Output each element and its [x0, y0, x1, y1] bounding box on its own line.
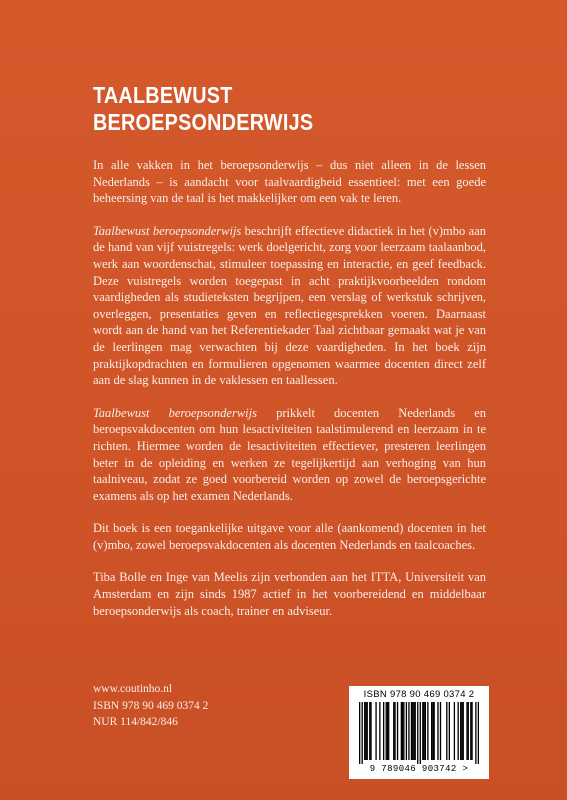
barcode-isbn-label: ISBN 978 90 469 0374 2: [363, 689, 475, 700]
blurb-text: [93, 157, 486, 635]
barcode-bar: [411, 702, 412, 760]
barcode-bar: [460, 702, 461, 760]
barcode-bar: [359, 702, 360, 764]
barcode-bar: [434, 702, 435, 760]
barcode-bar: [463, 702, 464, 760]
paragraph-goal-text: prikkelt docenten Nederlands en beroepsvakdocenten om hun lesactiviteiten taalstimulerend en leerzaam in te richten. Hiermee worden de lesactiviteiten effectiever, presteren leerlingen beter in de opleiding en werken ze tegelijkertijd aan verhoging van hun taalniveau, zodat ze goed voorbereid worden op zowel de beroepsgerichte examens als op het examen Nederlands.: [93, 405, 487, 503]
barcode-bar: [367, 702, 368, 760]
book-title: [93, 82, 385, 136]
barcode-bar: [427, 702, 428, 760]
barcode-bar: [468, 702, 469, 760]
barcode-bar: [408, 702, 409, 760]
publisher-website: www.coutinho.nl: [93, 683, 173, 695]
title-line-1: TAALBEWUST: [93, 82, 233, 108]
barcode-bar: [364, 702, 365, 760]
barcode-bar: [402, 702, 403, 760]
barcode-bar: [478, 702, 479, 764]
barcode-bar: [446, 702, 447, 760]
barcode-bar: [379, 702, 380, 760]
barcode-bar: [417, 702, 418, 764]
barcode-bar: [383, 702, 384, 760]
barcode-bar: [431, 702, 432, 760]
barcode-bar: [388, 702, 389, 760]
barcode-bar: [415, 702, 416, 760]
title-line-2: BEROEPSONDERWIJS: [93, 109, 314, 135]
paragraph-didactics: [93, 223, 486, 389]
barcode-bar: [362, 702, 363, 764]
paragraph-authors: Tiba Bolle en Inge van Meelis zijn verbonden aan het ITTA, Universiteit van Amsterdam en zijn sinds 1987 actief in het voorbereidend en middelbaar beroepsonderwijs als coach, trainer en adviseur.: [93, 570, 486, 618]
barcode-bar: [394, 702, 395, 760]
paragraph-didactics-text: beschrijft effectieve didactiek in het (v)mbo aan de hand van vijf vuistregels: werk doelgericht, zorg voor leerzaam taalaanbod, werk aan woordenschat, stimuleer toepassing en interactie, en geef feedback. Deze vuistregels worden toegepast in acht praktijkvoorbeelden rondom vaardigheden als studieteksten begrijpen, een verslag of werkstuk schrijven, overleggen, presentaties geven en reflectiegesprekken voeren. Daarnaast wordt aan de hand van het Referentiekader Taal zichtbaar gemaakt wat je van de leerlingen mag verwachten bij deze vaardigheden. In het boek zijn praktijkopdrachten en formulieren opgenomen waarmee docenten direct zelf aan de slag kunnen in de vaklessen en taallessen.: [93, 223, 486, 388]
barcode-panel: [349, 686, 489, 779]
barcode-bar: [375, 702, 376, 760]
barcode-bar: [440, 702, 441, 760]
barcode-bar: [397, 702, 398, 760]
barcode-bar: [470, 702, 471, 760]
barcode-bar: [387, 702, 388, 760]
barcode-bar: [432, 702, 433, 760]
barcode-bar: [471, 702, 472, 760]
book-title-italic: Taalbewust beroepsonderwijs: [93, 405, 257, 420]
barcode-bar: [413, 702, 414, 760]
barcode-bar: [466, 702, 467, 760]
barcode-bar: [422, 702, 423, 760]
barcode-bar: [365, 702, 366, 760]
isbn-text: ISBN 978 90 469 0374 2: [93, 699, 209, 712]
barcode-bar: [458, 702, 459, 760]
barcode-bar: [393, 702, 394, 760]
barcode-bar: [386, 702, 387, 760]
barcode-bar: [420, 702, 421, 764]
barcode-bar: [403, 702, 404, 760]
barcode-icon: [359, 702, 479, 764]
barcode-bar: [423, 702, 424, 760]
barcode-bar: [461, 702, 462, 760]
paragraph-intro: In alle vakken in het beroepsonderwijs – dus niet alleen in de lessen Nederlands – is aandacht voor taalvaardigheid essentieel: met een goede beheersing van de taal is het makkelijker om een vak te leren.: [93, 158, 486, 206]
barcode-bar: [370, 702, 371, 760]
nur-code: NUR 114/842/846: [93, 716, 178, 728]
paragraph-goal: [93, 405, 486, 505]
paragraph-audience: Dit boek is een toegankelijke uitgave voor alle (aankomend) docenten in het (v)mbo, zowel beroepsvakdocenten als docenten Nederlands en taalcoaches.: [93, 521, 486, 552]
barcode-bar: [369, 702, 370, 760]
barcode-bar: [449, 702, 450, 760]
barcode-digits: 9 789046 903742 >: [369, 764, 469, 774]
barcode-bar: [475, 702, 476, 764]
barcode-bar: [425, 702, 426, 760]
barcode-bar: [412, 702, 413, 760]
barcode-bar: [401, 702, 402, 760]
barcode-bar: [437, 702, 438, 760]
barcode-bar: [454, 702, 455, 760]
publication-info: [93, 681, 208, 731]
barcode-bar: [406, 702, 407, 760]
book-title-italic: Taalbewust beroepsonderwijs: [93, 223, 242, 238]
